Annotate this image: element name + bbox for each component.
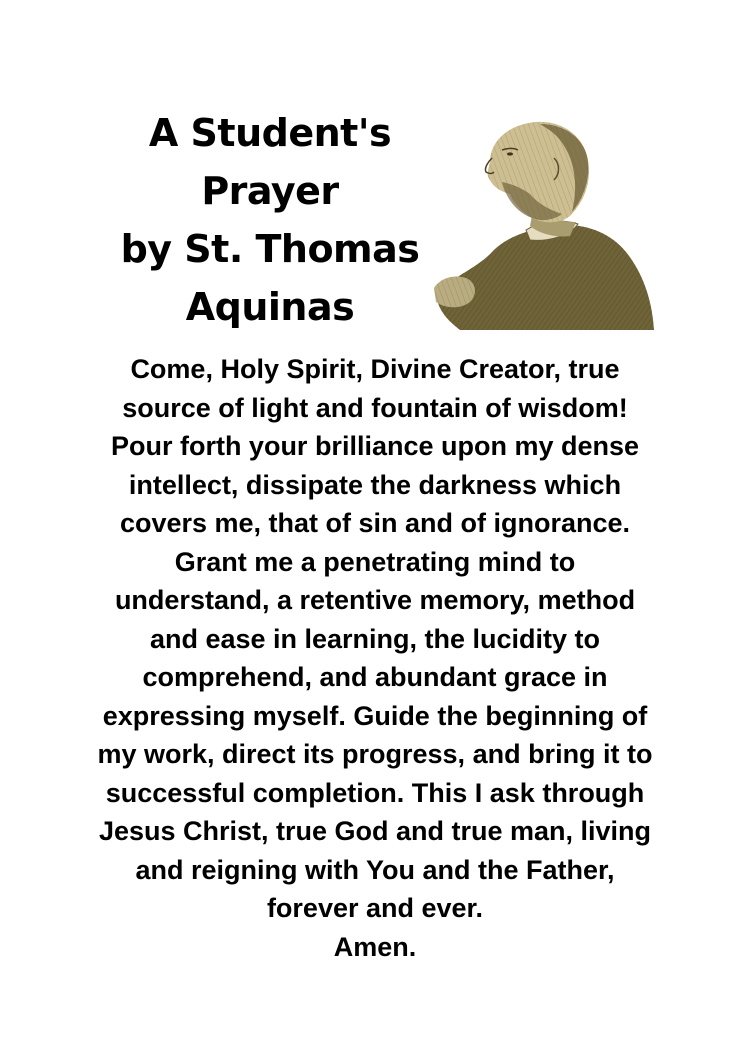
prayer-text <box>60 350 690 966</box>
prayer-line: understand, a retentive memory, method <box>114 585 636 615</box>
prayer-line: Jesus Christ, true God and true man, living <box>98 816 652 846</box>
prayer-line: Come, Holy Spirit, Divine Creator, true <box>130 354 620 384</box>
prayer-closing: Amen. <box>333 931 417 962</box>
title-line-2: Prayer <box>201 169 339 213</box>
prayer-line: Pour forth your brilliance upon my dense <box>110 431 640 461</box>
prayer-line: expressing myself. Guide the beginning of <box>102 700 648 731</box>
prayer-line: and reigning with You and the Father, <box>135 854 615 885</box>
page-title <box>110 104 430 336</box>
prayer-line: successful completion. This I ask through <box>105 777 645 808</box>
prayer-line: forever and ever. <box>266 893 484 923</box>
prayer-line: my work, direct its progress, and bring it to <box>97 739 653 769</box>
prayer-line: source of light and fountain of wisdom! <box>122 392 628 423</box>
aquinas-portrait-image <box>430 118 658 332</box>
title-line-4: Aquinas <box>185 285 355 329</box>
prayer-line: comprehend, and abundant grace in <box>142 662 608 692</box>
title-line-3: by St. Thomas <box>120 227 420 271</box>
prayer-line: Grant me a penetrating mind to <box>174 546 576 577</box>
prayer-line: covers me, that of sin and of ignorance. <box>119 508 631 538</box>
portrait-engraving-icon <box>430 118 658 332</box>
prayer-line: and ease in learning, the lucidity to <box>149 623 601 654</box>
title-line-1: A Student's <box>148 111 392 155</box>
prayer-line: intellect, dissipate the darkness which <box>128 469 622 500</box>
